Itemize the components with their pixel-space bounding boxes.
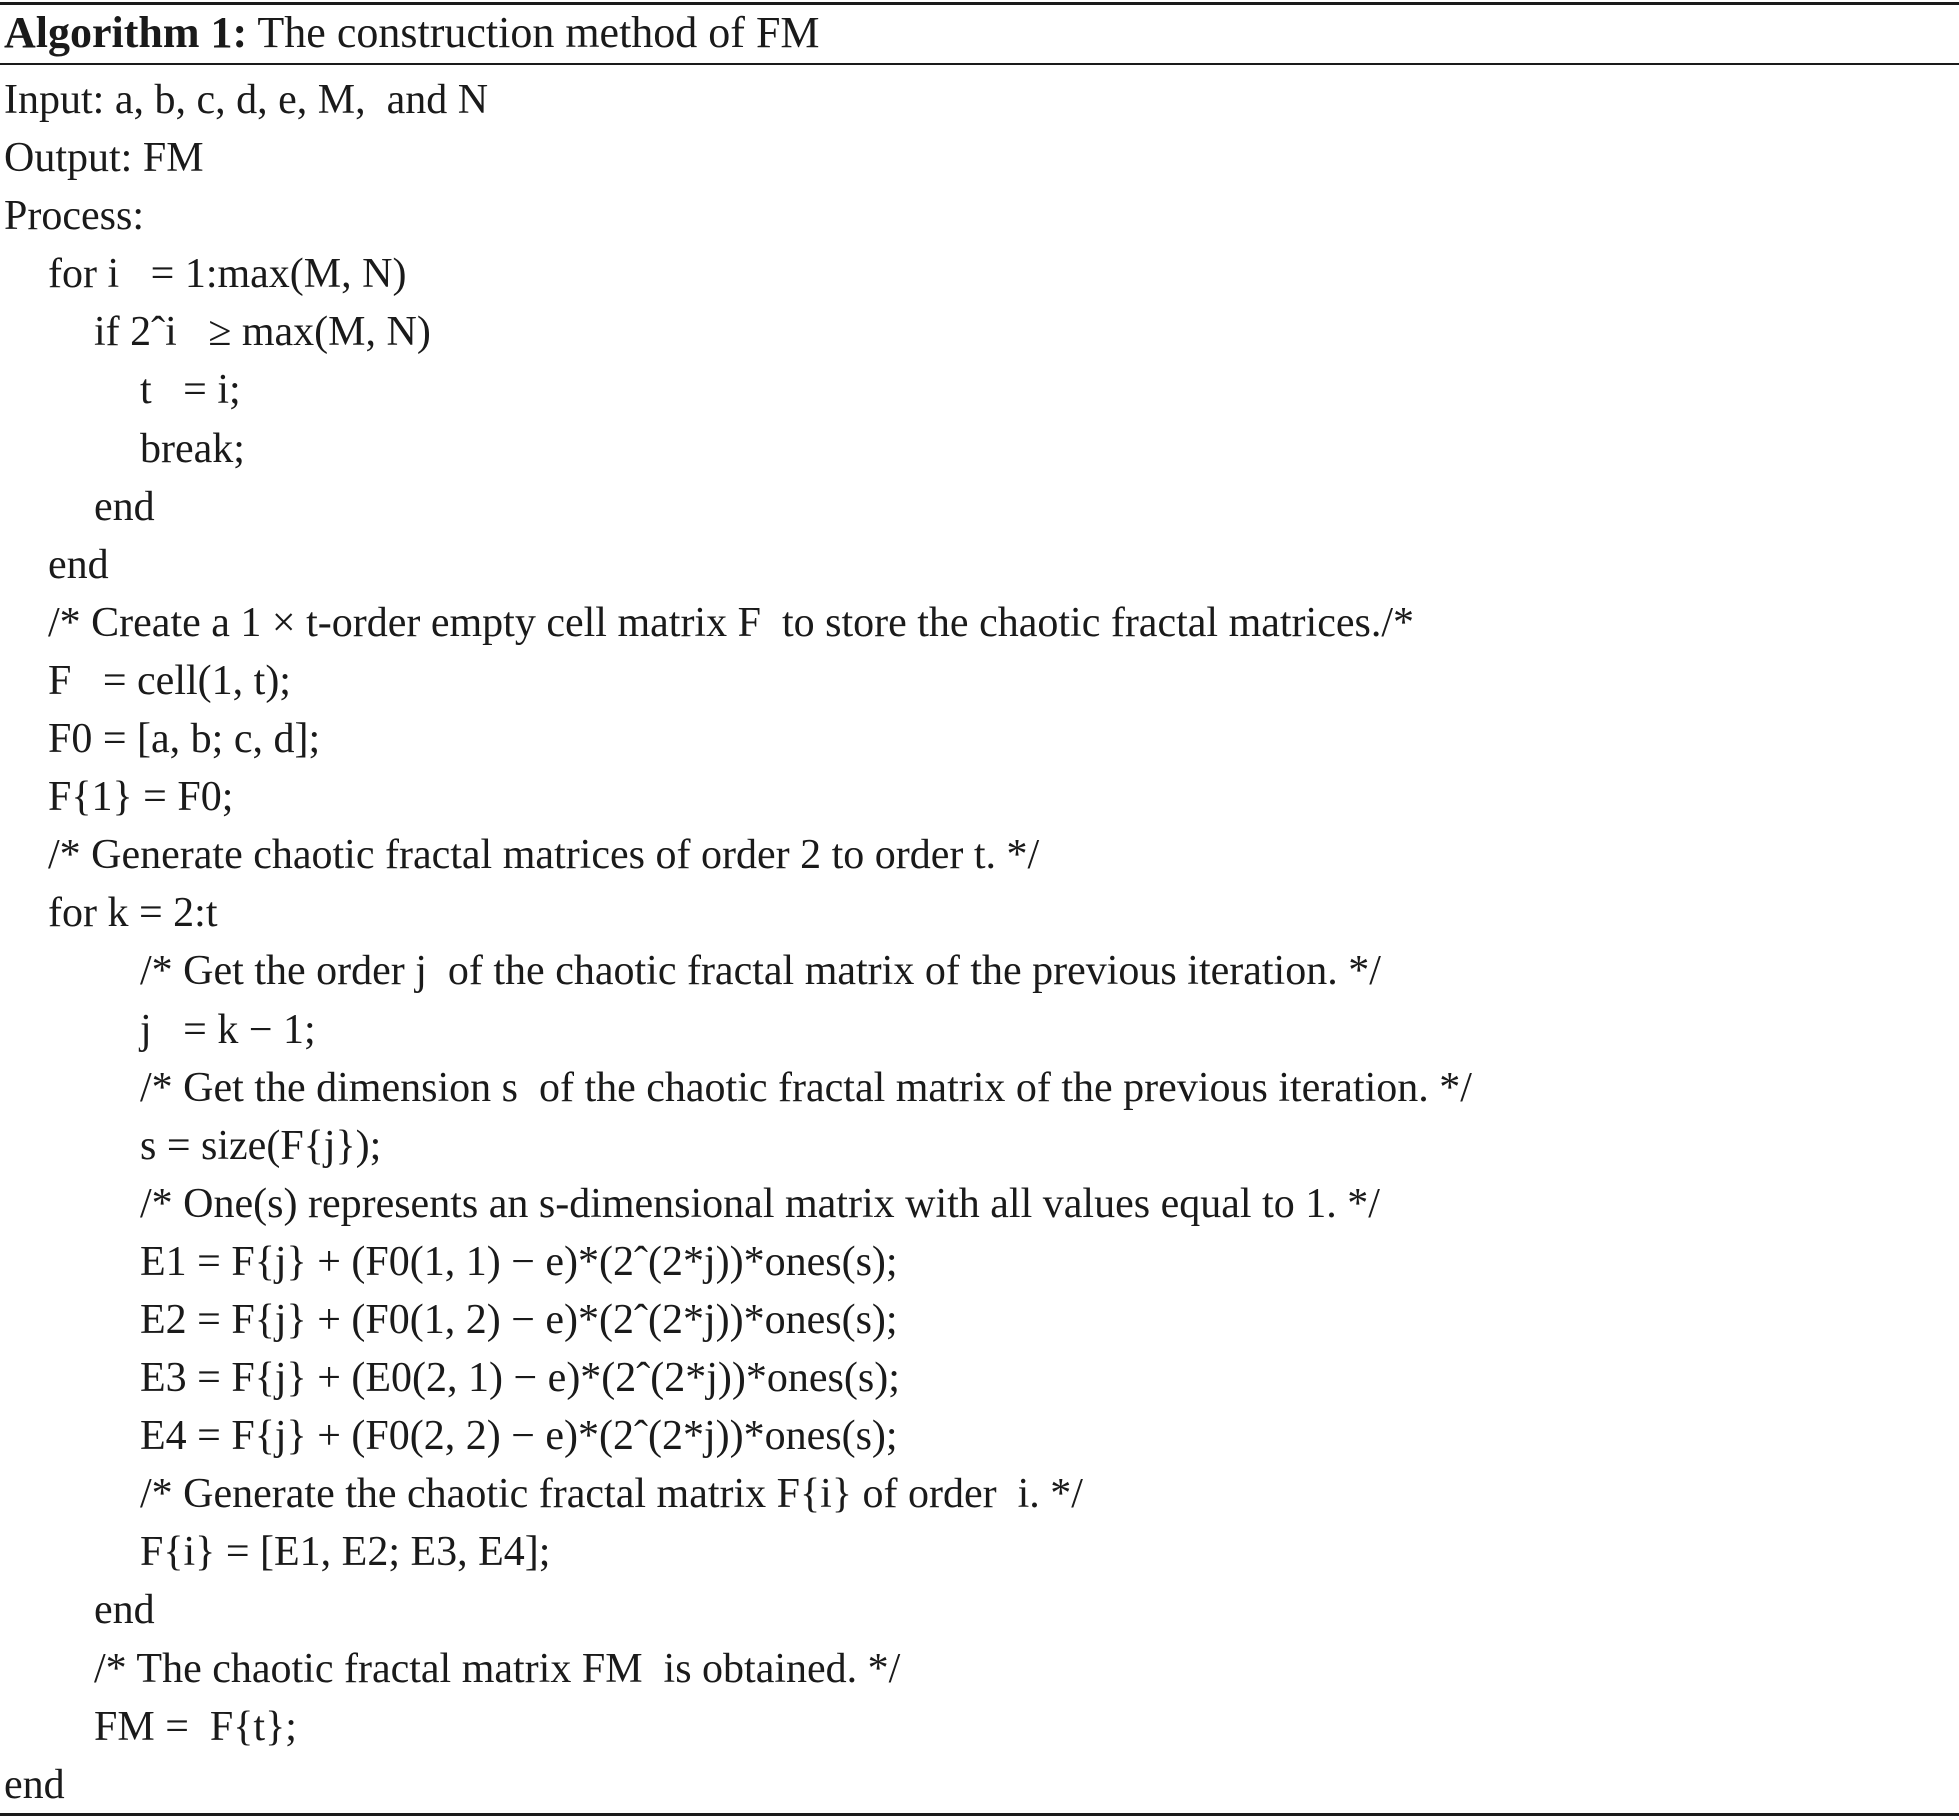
algorithm-line: j = k − 1;: [140, 1006, 316, 1053]
algorithm-line: E1 = F{j} + (F0(1, 1) − e)*(2ˆ(2*j))*ones(s);: [140, 1238, 898, 1285]
algorithm-line: for k = 2:t: [48, 890, 218, 937]
algorithm-line: /* Generate chaotic fractal matrices of order 2 to order t. */: [48, 832, 1040, 879]
algorithm-label: Algorithm 1:: [4, 8, 248, 57]
algorithm-line: end: [4, 1761, 65, 1808]
algorithm-title-text: The construction method of FM: [257, 8, 820, 57]
algorithm-line: Output: FM: [4, 135, 204, 182]
header-rule: [0, 63, 1959, 65]
algorithm-line: /* Create a 1 × t-order empty cell matrix F to store the chaotic fractal matrices./*: [48, 599, 1415, 646]
algorithm-line: end: [94, 483, 155, 530]
algorithm-line: E3 = F{j} + (E0(2, 1) − e)*(2ˆ(2*j))*ones(s);: [140, 1355, 900, 1402]
algorithm-line: Input: a, b, c, d, e, M, and N: [4, 77, 489, 123]
algorithm-line: F0 = [a, b; c, d];: [48, 716, 321, 763]
algorithm-line: E2 = F{j} + (F0(1, 2) − e)*(2ˆ(2*j))*ones(s);: [140, 1296, 898, 1343]
algorithm-line: /* The chaotic fractal matrix FM is obtained. */: [94, 1645, 901, 1692]
algorithm-title: [4, 4, 820, 62]
algorithm-line: t = i;: [140, 367, 241, 414]
algorithm-line: /* One(s) represents an s-dimensional matrix with all values equal to 1. */: [140, 1180, 1380, 1227]
algorithm-line: /* Get the dimension s of the chaotic fractal matrix of the previous iteration. */: [140, 1064, 1472, 1111]
algorithm-line: break;: [140, 425, 245, 472]
algorithm-line: FM = F{t};: [94, 1703, 297, 1750]
algorithm-line: if 2ˆi ≥ max(M, N): [94, 309, 431, 356]
algorithm-line: end: [48, 541, 109, 588]
algorithm-line: F = cell(1, t);: [48, 657, 291, 704]
algorithm-line: F{1} = F0;: [48, 774, 234, 821]
algorithm-line: F{i} = [E1, E2; E3, E4];: [140, 1529, 551, 1576]
algorithm-line: end: [94, 1587, 155, 1634]
algorithm-line: /* Generate the chaotic fractal matrix F{i} of order i. */: [140, 1471, 1083, 1518]
algorithm-line: Process:: [4, 193, 144, 240]
algorithm-body: [0, 71, 1959, 1814]
algorithm-line: s = size(F{j});: [140, 1122, 382, 1169]
algorithm-line: E4 = F{j} + (F0(2, 2) − e)*(2ˆ(2*j))*ones(s);: [140, 1413, 898, 1460]
algorithm-line: /* Get the order j of the chaotic fractal matrix of the previous iteration. */: [140, 948, 1381, 995]
bottom-rule: [0, 1813, 1959, 1816]
algorithm-line: for i = 1:max(M, N): [48, 251, 407, 298]
